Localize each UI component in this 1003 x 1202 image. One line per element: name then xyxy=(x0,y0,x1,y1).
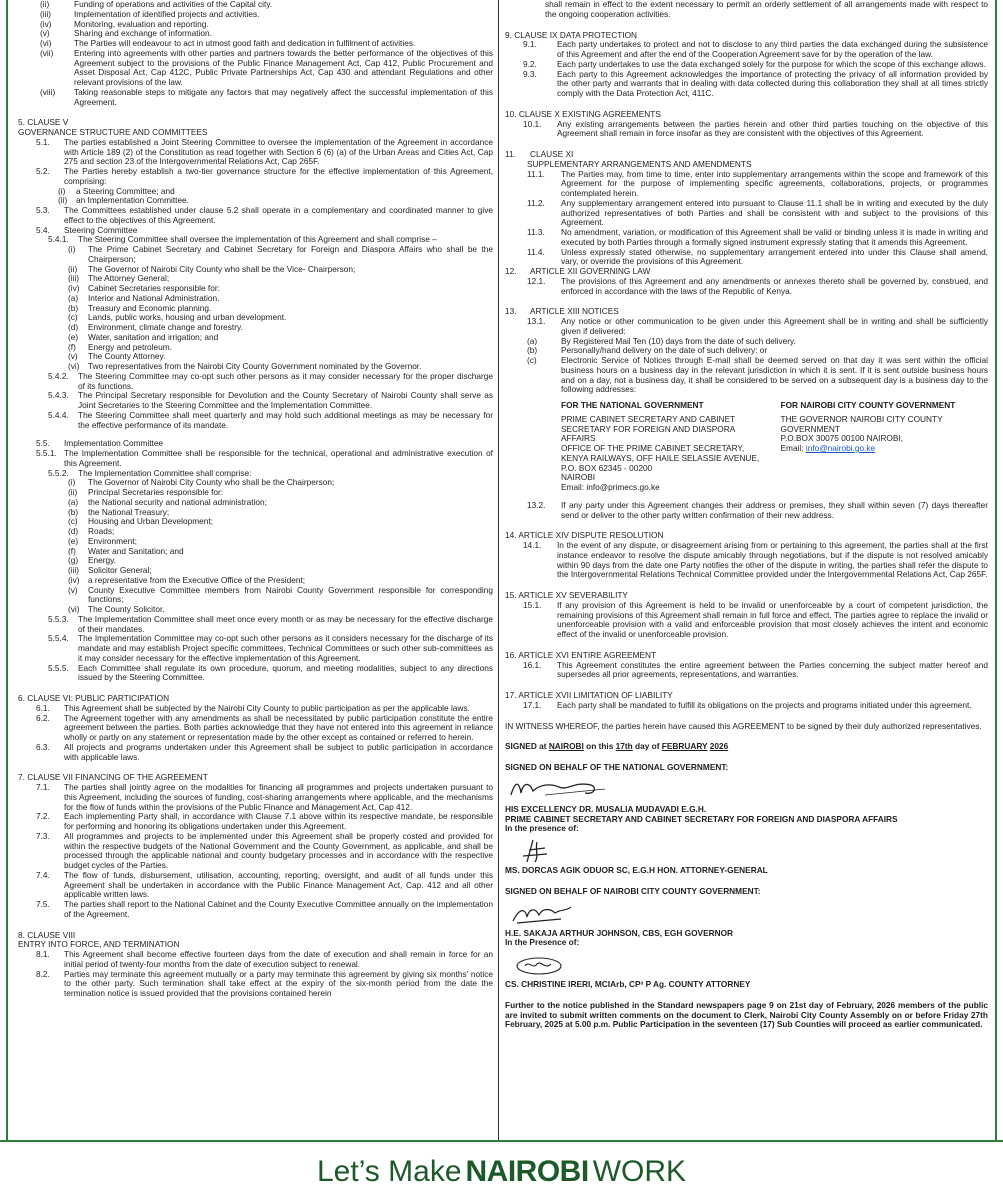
clause-8-subheading: ENTRY INTO FORCE, AND TERMINATION xyxy=(18,939,180,950)
signer-mudavadi-name: HIS EXCELLENCY DR. MUSALIA MUDAVADI E.G.H. xyxy=(505,803,707,814)
clause-item: 9.3. Each party to this Agreement acknowledges the importance of protecting the privacy of all information provided by the other party and warrants that in dealing with data collected during this collaboration they shall at all times strictly comply with the Data Protection Act, 411C. xyxy=(523,68,988,98)
clause-10-heading: 10. CLAUSE X EXISTING AGREEMENTS xyxy=(505,108,661,119)
clause-5-2: 5.2. The Parties hereby establish a two-tier governance structure for the effective implementation of this Agreement, comprising: xyxy=(36,166,493,186)
list-item: (e) Water, sanitation and irrigation; and xyxy=(68,331,219,342)
list-item: (v) Sharing and exchange of information. xyxy=(40,28,212,39)
clause-item: 7.2. Each implementing Party shall, in accordance with Clause 7.1 above within its respective mandate, be responsible for performing and honoring its obligations undertaken under this Agreement. xyxy=(36,811,493,831)
clause-6-list xyxy=(18,704,493,763)
list-item: (d) Roads; xyxy=(68,526,115,536)
clause-15-list xyxy=(505,601,988,640)
list-item: (ii) an Implementation Committee. xyxy=(58,195,189,206)
list-item: (i) a Steering Committee; and xyxy=(58,185,175,196)
list-item: (a) By Registered Mail Ten (10) days from the date of such delivery. xyxy=(527,335,796,346)
clause-item: 16.1. This Agreement constitutes the entire agreement between the Parties concerning the subject matter hereof and supersedes all prior agreements, representations, and warranties. xyxy=(523,659,988,680)
clause-5-1: 5.1. The parties established a Joint Steering Committee to oversee the implementation of the Agreement in accordance with Article 189 (2) of the Constitution as read together with Section 6 (6) (a) of the Urban Areas and Cities Act, Cap 275 and section 23 of the Intergovernmental Relations Act, Cap 265F. xyxy=(36,136,493,167)
list-item: (vii) Entering into agreements with other parties and partners towards the better performance of the objectives of this Agreement subject to the provisions of the Public Finance Management Act, Cap 412, Public Procurement and Asset Disposal Act, Cap 412C, Public Private Partnerships Act, Cap 430 and attendant Regulations and other relevant provisions of the law. xyxy=(40,47,493,87)
clause-5-4-4: 5.4.4. The Steering Committee shall meet quarterly and may hold such additional meetings as may be necessary for the effective performance of its mandate. xyxy=(48,409,493,430)
clause-5-5-4: 5.5.4. The Implementation Committee may co-opt such other persons as it considers necessary for the discharge of its mandate and may establish Project specific committees, Technical Committees or such other sub-committees as it may consider necessary for the effective implementation of this Agreement. xyxy=(48,633,493,663)
list-item: (vi) Two representatives from the Nairobi City County Government nominated by the Governor. xyxy=(68,361,422,371)
footer-lead: Let’s Make xyxy=(316,1155,462,1188)
list-item: (v) The County Attorney. xyxy=(68,351,166,362)
clause-item: 6.3. All projects and programs undertaken under this Agreement shall be subject to public participation in accordance with applicable laws. xyxy=(36,741,493,762)
clause-item: 9.2. Each party undertakes to use the data exchanged solely for the purpose for which the scope of this exchange allows. xyxy=(523,58,986,69)
clause-5-subheading: GOVERNANCE STRUCTURE AND COMMITTEES xyxy=(18,127,208,137)
clause-item: 17.1. Each party shall be mandated to fulfill its obligations on the projects and programs initiated under this agreement. xyxy=(523,699,972,710)
clause-17-heading: 17. ARTICLE XVII LIMITATION OF LIABILITY xyxy=(505,690,673,700)
clause-item: 14.1. In the event of any dispute, or disagreement arising from or pertaining to this agreement, the parties shall at the first instance endeavor to resolve the dispute amicably through negotiations, but if the dispute is not resolved amicably within 90 days from the date one Party notifies the other of the dispute in writing, the parties shall refer the dispute to the Intergovernmental Relations Technical Committee provided under the Intergovernmental Relations Act, Cap 265F. xyxy=(523,540,988,580)
list-item: (e) Environment; xyxy=(68,535,137,546)
clause-item: 9.1. Each party undertakes to protect and not to disclose to any third parties the data exchanged during the subsistence of this Agreement and after the end of the Cooperation Agreement save for by the operation of the law. xyxy=(523,39,988,59)
national-signing-label: SIGNED ON BEHALF OF THE NATIONAL GOVERNMENT: xyxy=(505,762,729,772)
address-line: PRIME CABINET SECRETARY AND CABINET SECRETARY FOR FOREIGN AND DIASPORA AFFAIRS xyxy=(561,413,735,444)
witness-statement: IN WITNESS WHEREOF, the parties herein have caused this AGREEMENT to be signed by their duly authorized representatives. xyxy=(505,720,982,731)
clause-5-5-2: 5.5.2. The Implementation Committee shall comprise: xyxy=(48,467,252,478)
signer-sakaja: H.E. SAKAJA ARTHUR JOHNSON, CBS, EGH GOVERNOR xyxy=(505,927,734,938)
clause-11-subheading: SUPPLEMENTARY ARRANGEMENTS AND AMENDMENTS xyxy=(527,158,752,169)
list-item: (i) The Governor of Nairobi City County who shall be the Chairperson; xyxy=(68,477,335,488)
list-item: (g) Energy. xyxy=(68,555,116,566)
list-item: (iii) Implementation of identified projects and activities. xyxy=(40,8,260,19)
left-column xyxy=(18,0,493,1140)
clause-11-list xyxy=(505,170,988,268)
list-item: (iii) The Attorney General; xyxy=(68,273,170,284)
clause-6-heading: 6. CLAUSE VI: PUBLIC PARTICIPATION xyxy=(18,693,170,703)
clause-item: 11.4. Unless expressly stated otherwise, no supplementary arrangement entered into under this Clause shall amend, vary, or override the provisions of this Agreement. xyxy=(527,246,988,267)
address-line: P.O.BOX 30075 00100 NAIROBI, xyxy=(780,433,904,444)
nairobi-logo: NAIROBI xyxy=(465,1155,589,1188)
clause-item: 15.1. If any provision of this Agreement is held to be invalid or unenforceable by a court of competent jurisdiction, the remaining provisions of this Agreement shall remain in full force and effect. The parties agree to replace the invalid or unenforceable provision with a valid and enforceable provision that most closely achieves the intent and economic effect of the invalid or unenforceable provision. xyxy=(523,599,988,639)
clause-item: 8.2. Parties may terminate this agreement mutually or a party may terminate this agreement by giving six months' notice to the other party. Such termination shall take effect at the expiry of the six-month period from the date the termination notice is issued provided that the provisions contained herein xyxy=(36,968,493,998)
clause-item: 6.1. This Agreement shall be subjected by the Nairobi City County to public participation as per the applicable laws. xyxy=(36,702,470,713)
implementation-committee-list xyxy=(18,478,493,615)
clause-14-list xyxy=(505,541,988,580)
county-signing-label: SIGNED ON BEHALF OF NAIROBI CITY COUNTY GOVERNMENT: xyxy=(505,885,761,896)
clause-16-heading: 16. ARTICLE XVI ENTIRE AGREEMENT xyxy=(505,649,657,660)
list-item: (iv) a representative from the Executive Office of the President; xyxy=(68,574,306,585)
list-item: (a) Interior and National Administration. xyxy=(68,292,220,303)
clause-5-4-2: 5.4.2. The Steering Committee may co-opt such other persons as it may consider necessary for the proper discharge of its functions. xyxy=(48,370,493,391)
right-column xyxy=(505,0,988,1140)
clause-7-heading: 7. CLAUSE VII FINANCING OF THE AGREEMENT xyxy=(18,772,208,783)
signature-sakaja xyxy=(505,899,988,927)
list-item: (b) Personally/hand delivery on the date of such delivery: or xyxy=(527,345,768,356)
clause-8-heading: 8. CLAUSE VIII xyxy=(18,929,76,940)
clause-item: 7.5. The parties shall report to the National Cabinet and the County Executive Committee annually on the implementation of the Agreement. xyxy=(36,899,493,919)
notice-methods-list xyxy=(505,337,988,396)
clause-item: 11.1. The Parties may, from time to time, enter into supplementary arrangements within the scope and framework of this Agreement for the purpose of implementing specific agreements, collaborations, projects, or programmes contemplated herein. xyxy=(527,168,988,198)
footer-tail: WORK xyxy=(592,1155,687,1188)
list-item: (viii) Taking reasonable steps to mitigate any factors that may negatively affect the successful implementation of this Agreement. xyxy=(40,86,493,107)
list-item: (ii) The Governor of Nairobi City County who shall be the Vice- Chairperson; xyxy=(68,263,356,274)
clause-item: 7.1. The parties shall jointly agree on the modalities for financing all programmes and projects undertaken pursuant to this Agreement, including the sources of funding, cost-sharing arrangements where applicable, and the mechanisms for the flow of funds within the provisions of the Public Finance and Management Act, Cap 412. xyxy=(36,782,493,812)
clause-14-heading: 14. ARTICLE XIV DISPUTE RESOLUTION xyxy=(505,530,664,541)
column-divider xyxy=(498,0,499,1140)
list-item: (c) Electronic Service of Notices through E-mail shall be deemed served on that day it was sent within the official business hours on a business day in the relevant jurisdiction in which it is sent. If it is sent outside business hours and on a day, not a business day, it shall be considered to be served on a subsequent day is a business day to the following addresses: xyxy=(527,355,988,395)
clause-item: 7.3. All programmes and projects to be implemented under this Agreement shall be properly costed and provided for within the respective budgets of the National Government and the County Government, as applicable, and shall be processed through the applicable national and county budgetary processes and in accordance with the respective budget cycles of the Parties. xyxy=(36,830,493,870)
witness-ireri: CS. CHRISTINE IRERI, MCIArb, CP³ P Ag. COUNTY ATTORNEY xyxy=(505,979,751,989)
signature-oduor xyxy=(505,836,988,864)
address-line: Email: info@primecs.go.ke xyxy=(561,482,660,492)
clause-12-list xyxy=(505,277,988,297)
signature-mudavadi xyxy=(505,775,988,803)
address-line: NAIROBI xyxy=(561,472,596,483)
clause-13-heading: 13. ARTICLE XIII NOTICES xyxy=(505,306,619,317)
clause-5-5-5: 5.5.5. Each Committee shall regulate its own procedure, quorum, and meeting modalities, subject to any directions issued by the Steering Committee. xyxy=(48,662,493,683)
address-line: P.O. BOX 62345 - 00200 xyxy=(561,462,653,473)
list-item: (iii) Solicitor General; xyxy=(68,565,152,575)
list-item: (vi) The County Solicitor. xyxy=(68,604,165,614)
clause-13-1: 13.1. Any notice or other communication to be given under this Agreement shall be in writing and shall be sufficiently given if delivered: xyxy=(527,316,988,336)
county-government-address: FOR NAIROBI CITY COUNTY GOVERNMENT THE GOVERNOR NAIROBI CITY COUNTY GOVERNMENT P.O.BOX 30075 00100 NAIROBI, Email: info@nairobi.go.ke xyxy=(781,401,989,493)
list-item: (c) Housing and Urban Development; xyxy=(68,516,213,527)
presence-label-1: In the presence of: xyxy=(505,823,579,834)
clause-item: 11.3. No amendment, variation, or modification of this Agreement shall be valid or binding unless it is made in writing and executed by both Parties through a formally signed instrument expressly stating that it amends this Agreement. xyxy=(527,227,988,247)
clause-5-heading: 5. CLAUSE V xyxy=(18,117,69,128)
list-item: (b) the National Treasury; xyxy=(68,506,170,517)
clause-11-heading: 11. CLAUSE XI xyxy=(505,149,574,159)
document-page xyxy=(6,0,997,1140)
clause-16-list xyxy=(505,661,988,681)
clause-15-heading: 15. ARTICLE XV SEVERABILITY xyxy=(505,590,628,600)
witness-oduor: MS. DORCAS AGIK ODUOR SC, E.G.H HON. ATTORNEY-GENERAL xyxy=(505,865,768,875)
list-item: (a) the National security and national administration; xyxy=(68,496,267,507)
national-government-address: FOR THE NATIONAL GOVERNMENT PRIME CABINET SECRETARY AND CABINET SECRETARY FOR FOREIGN AND DIASPORA AFFAIRS OFFICE OF THE PRIME CABINET SECRETARY, KENYA RAILWAYS, OFF HAILE SELASSIE AVENUE, P.O. BOX 62345 - 00200 NAIROBI Email: info@primecs.go.ke xyxy=(561,401,769,493)
signature-ireri xyxy=(505,950,988,978)
address-line: OFFICE OF THE PRIME CABINET SECRETARY, KENYA RAILWAYS, OFF HAILE SELASSIE AVENUE, xyxy=(561,443,760,463)
clause-5-5-1: 5.5.1. The Implementation Committee shall be responsible for the technical, operational and administrative execution of this Agreement. xyxy=(36,448,493,468)
list-item: (iv) Monitoring, evaluation and reporting. xyxy=(40,18,209,29)
clause-9-list xyxy=(505,40,988,99)
list-item: (f) Water and Sanitation; and xyxy=(68,545,184,556)
clause-5-5: 5.5. Implementation Committee xyxy=(36,438,164,449)
clause-5-2-list xyxy=(18,187,493,207)
address-line: THE GOVERNOR NAIROBI CITY COUNTY GOVERNMENT xyxy=(780,413,943,434)
notice-addresses xyxy=(561,401,988,493)
list-item: (ii) Funding of operations and activities of the Capital city. xyxy=(40,0,273,9)
list-item: (ii) Principal Secretaries responsible for: xyxy=(68,487,224,497)
clause-17-list xyxy=(505,701,988,711)
clause-5-5-3: 5.5.3. The Implementation Committee shall meet once every month or as may be necessary for the effective discharge of their mandates. xyxy=(48,613,493,634)
clause-item: 6.2. The Agreement together with any amendments as shall be necessitated by public participation constitute the entire agreement between the parties. Both parties acknowledge that they have not entered into this agreement in reliance wholly or partly on any statement or representation made by the other except as contained or referred to herein. xyxy=(36,712,493,742)
clause-item: 8.1. This Agreement shall become effective fourteen days from the date of execution and shall remain in force for an initial period of twenty-four months from the date of execution subject to renewal. xyxy=(36,949,493,969)
clause-8-list xyxy=(18,950,493,999)
list-item: (v) County Executive Committee members from Nairobi County Government responsible for corresponding functions; xyxy=(68,584,493,605)
clause-5-3: 5.3. The Committees established under clause 5.2 shall operate in a complementary and coordinated manner to give effect to the objectives of this Agreement. xyxy=(36,205,493,225)
objectives-list xyxy=(18,0,493,107)
clause-item: 10.1. Any existing arrangements between the parties herein and other third parties touching on the objective of this Agreement shall remain in force insofar as they are consistent with the objectives of this Agreement. xyxy=(523,118,988,139)
clause-5-4-3: 5.4.3. The Principal Secretary responsible for Devolution and the County Secretary of Nairobi County shall serve as Joint Secretaries to the Steering Committee and the Implementation Committee. xyxy=(48,390,493,410)
clause-9-heading: 9. CLAUSE IX DATA PROTECTION xyxy=(505,29,638,40)
list-item: (d) Environment, climate change and forestry. xyxy=(68,322,243,332)
clause-10-list xyxy=(505,120,988,140)
list-item: (i) The Prime Cabinet Secretary and Cabinet Secretary for Foreign and Diaspora Affairs who shall be the Chairperson; xyxy=(68,244,493,264)
signer-mudavadi-title: PRIME CABINET SECRETARY AND CABINET SECRETARY FOR FOREIGN AND DIASPORA AFFAIRS xyxy=(505,813,898,824)
clause-7-list xyxy=(18,783,493,920)
list-item: (b) Treasury and Economic planning. xyxy=(68,302,212,313)
list-item: (f) Energy and petroleum. xyxy=(68,341,172,352)
clause-5-4: 5.4. Steering Committee xyxy=(36,224,138,235)
steering-committee-list xyxy=(18,245,493,372)
presence-label-2: In the Presence of: xyxy=(505,937,580,948)
public-participation-notice: Further to the notice published in the Standard newspapers page 9 on 21st day of February, 2026 members of the public are invited to submit written comments on the document to Clerk, Nairobi City County Assembly on or before Friday 27th February, 2025 at 5.00 p.m. Public Participation in the seventeen (17) Sub Counties will proceed as earlier communicated. xyxy=(505,999,988,1030)
county-email-link[interactable]: info@nairobi.go.ke xyxy=(805,443,876,453)
clause-8-continuation: shall remain in effect to the extent necessary to permit an orderly settlement of all arrangements made with respect to the ongoing cooperation activities. xyxy=(545,0,988,19)
footer-slogan xyxy=(0,1140,1003,1202)
clause-12-heading: 12. ARTICLE XII GOVERNING LAW xyxy=(505,266,651,276)
clause-item: 12.1. The provisions of this Agreement and any amendments or annexes thereto shall be governed by, construed, and enforced in accordance with the laws of the Republic of Kenya. xyxy=(527,275,988,296)
clause-5-4-1: 5.4.1. The Steering Committee shall oversee the implementation of this Agreement and shall comprise – xyxy=(48,234,437,245)
signing-date-line: SIGNED at NAIROBI on this 17th day of FEBRUARY 2026 xyxy=(505,741,729,752)
clause-item: 7.4. The flow of funds, disbursement, utilisation, accounting, reporting, oversight, and audit of all funds under this Agreement shall be undertaken in accordance with the Public Finance Management Act, Cap. 412 and all other applicable written laws. xyxy=(36,869,493,900)
list-item: (c) Lands, public works, housing and urban development. xyxy=(68,312,287,323)
list-item: (iv) Cabinet Secretaries responsible for: xyxy=(68,283,220,293)
clause-13-2: 13.2. If any party under this Agreement changes their address or premises, they shall within seven (7) days thereafter send or deliver to the other party written confirmation of their new address. xyxy=(527,499,988,520)
clause-item: 11.2. Any supplementary arrangement entered into pursuant to Clause 11.1 shall be in writing and executed by the duly authorized representatives of both Parties and shall be consistent with and subject to the provisions of this Agreement. xyxy=(527,197,988,228)
list-item: (vi) The Parties will endeavour to act in utmost good faith and dedication in fulfilment of activities. xyxy=(40,38,416,48)
